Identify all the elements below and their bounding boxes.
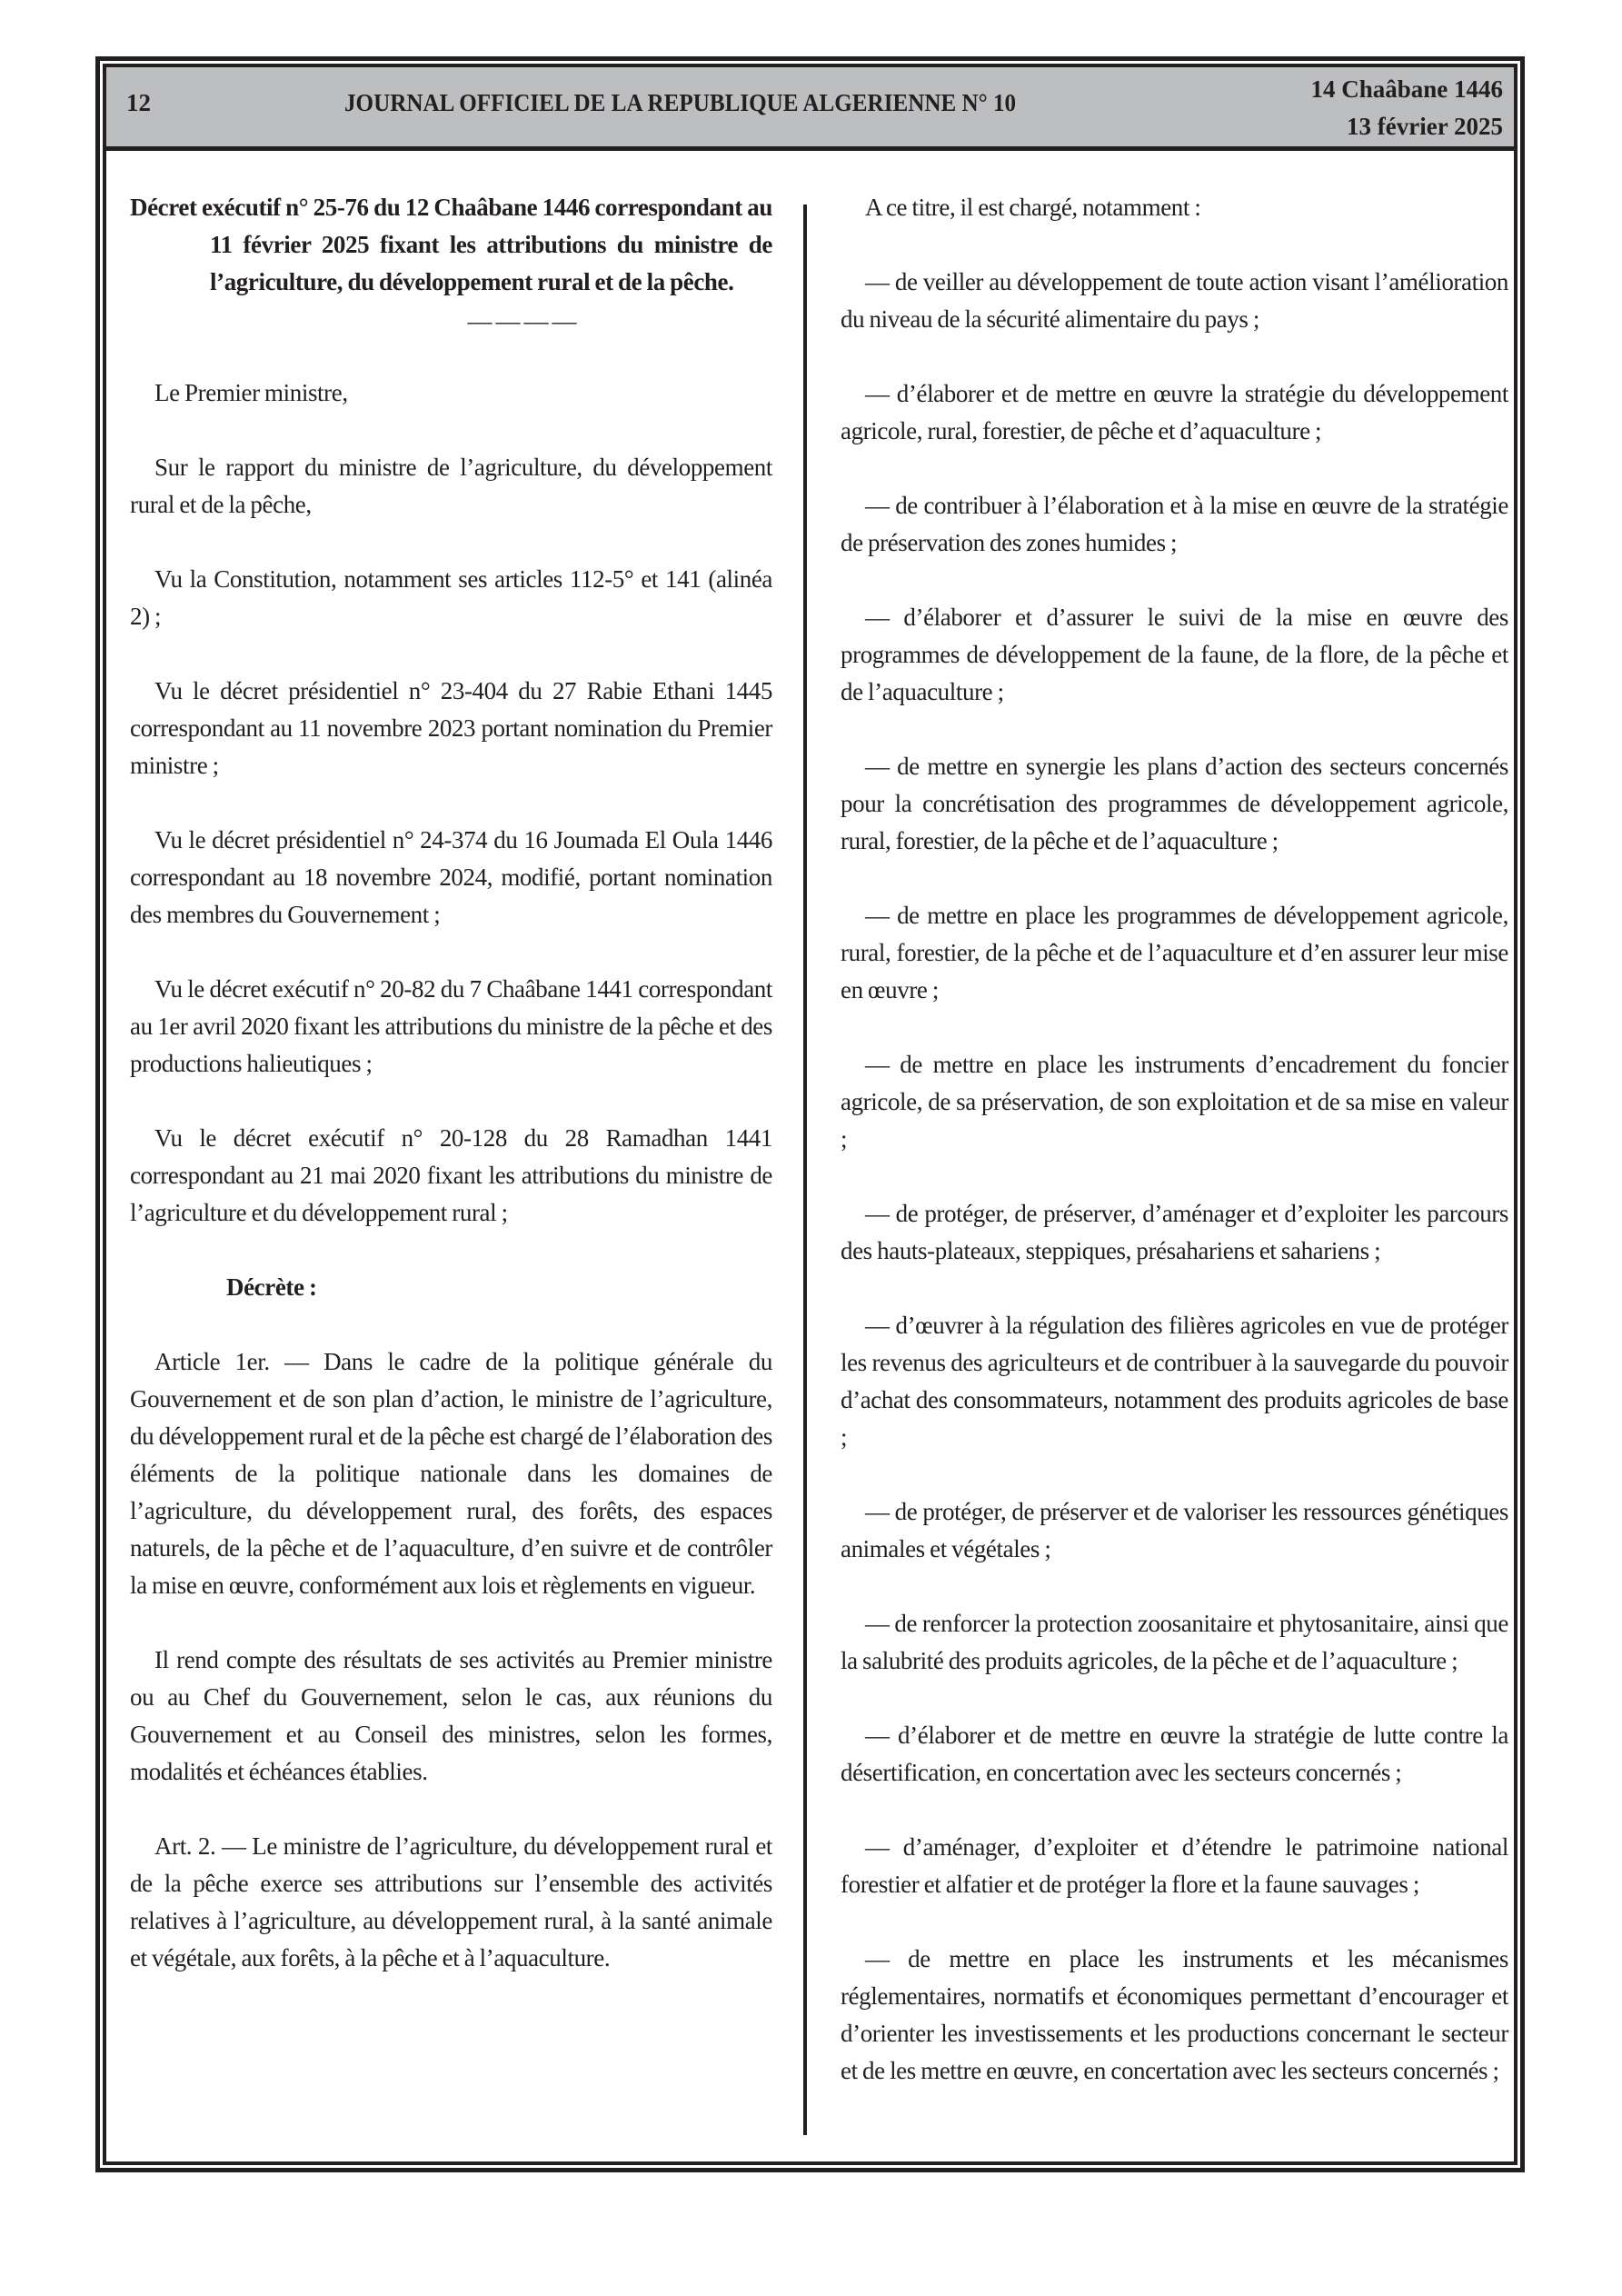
preamble-paragraph: Vu le décret exécutif n° 20-82 du 7 Chaâbane 1441 correspondant au 1er avril 2020 fixant les attributions du ministre de la pêche et des productions halieutiques ;	[130, 975, 772, 1077]
attribution-item: — d’aménager, d’exploiter et d’étendre le patrimoine national forestier et alfatier et de protéger la flore et la faune sauvages ;	[841, 1833, 1508, 1898]
date-hijri: 14 Chaâbane 1446	[1310, 75, 1503, 103]
issue-dates	[1310, 71, 1503, 145]
attribution-item: — d’élaborer et de mettre en œuvre la stratégie de lutte contre la désertification, en concertation avec les secteurs concernés ;	[841, 1722, 1508, 1786]
preamble-paragraph: Vu le décret présidentiel n° 23-404 du 27 Rabie Ethani 1445 correspondant au 11 novembre 2023 portant nomination du Premier ministre ;	[130, 677, 772, 779]
attribution-item: — de mettre en synergie les plans d’action des secteurs concernés pour la concrétisation des programmes de développement agricole, rural, forestier, de la pêche et de l’aquaculture ;	[841, 753, 1508, 854]
attribution-item: — de veiller au développement de toute action visant l’amélioration du niveau de la sécurité alimentaire du pays ;	[841, 268, 1508, 333]
title-separator: ————	[467, 307, 581, 334]
journal-title: JOURNAL OFFICIEL DE LA REPUBLIQUE ALGERIENNE N° 10	[344, 89, 1017, 116]
decree-title: Décret exécutif n° 25-76 du 12 Chaâbane 1446 correspondant au 11 février 2025 fixant les attributions du ministre de l’agriculture, du développement rural et de la pêche.	[130, 194, 772, 295]
attribution-item: — de protéger, de préserver, d’aménager et d’exploiter les parcours des hauts-plateaux, steppiques, présahariens et sahariens ;	[841, 1200, 1508, 1264]
attributions-intro: A ce titre, il est chargé, notamment :	[865, 194, 1201, 221]
right-column	[841, 189, 1508, 2127]
attribution-item: — de renforcer la protection zoosanitaire et phytosanitaire, ainsi que la salubrité des produits agricoles, de la pêche et de l’aquaculture ;	[841, 1610, 1508, 1674]
date-gregorian: 13 février 2025	[1347, 113, 1503, 140]
attribution-item: — d’élaborer et d’assurer le suivi de la mise en œuvre des programmes de développement de la faune, de la flore, de la pêche et de l’aquaculture ;	[841, 604, 1508, 705]
attribution-item: — d’élaborer et de mettre en œuvre la stratégie du développement agricole, rural, forestier, de pêche et d’aquaculture ;	[841, 380, 1508, 444]
attribution-item: — d’œuvrer à la régulation des filières agricoles en vue de protéger les revenus des agriculteurs et de contribuer à la sauvegarde du pouvoir d’achat des consommateurs, notamment des produits agricoles de base ;	[841, 1312, 1508, 1451]
page-number: 12	[126, 89, 151, 116]
article-paragraph: Il rend compte des résultats de ses activités au Premier ministre ou au Chef du Gouvernement, selon le cas, aux réunions du Gouvernement et au Conseil des ministres, selon les formes, modalités et échéances établies.	[130, 1646, 772, 1785]
article-paragraph: Art. 2. — Le ministre de l’agriculture, du développement rural et de la pêche exerce ses attributions sur l’ensemble des activités relatives à l’agriculture, au développement rural, à la santé animale et végétale, aux forêts, à la pêche et à l’aquaculture.	[130, 1832, 772, 1972]
attribution-item: — de contribuer à l’élaboration et à la mise en œuvre de la stratégie de préservation des zones humides ;	[841, 492, 1508, 556]
decrete-heading: Décrète :	[226, 1273, 317, 1301]
page-header	[106, 67, 1514, 151]
preamble-paragraph: Vu le décret exécutif n° 20-128 du 28 Ramadhan 1441 correspondant au 21 mai 2020 fixant les attributions du ministre de l’agriculture et du développement rural ;	[130, 1124, 772, 1226]
article-paragraph: Article 1er. — Dans le cadre de la politique générale du Gouvernement et de son plan d’action, le ministre de l’agriculture, du développement rural et de la pêche est chargé de l’élaboration des éléments de la politique nationale dans les domaines de l’agriculture, du développement rural, des forêts, des espaces naturels, de la pêche et de l’aquaculture, d’en suivre et de contrôler la mise en œuvre, conformément aux lois et règlements en vigueur.	[130, 1348, 772, 1599]
left-column	[130, 189, 772, 2014]
preamble-paragraph: Vu le décret présidentiel n° 24-374 du 16 Joumada El Oula 1446 correspondant au 18 novembre 2024, modifié, portant nomination des membres du Gouvernement ;	[130, 826, 772, 928]
attribution-item: — de protéger, de préserver et de valoriser les ressources génétiques animales et végétales ;	[841, 1498, 1508, 1562]
preamble-paragraph: Le Premier ministre,	[154, 379, 348, 406]
attribution-item: — de mettre en place les instruments d’encadrement du foncier agricole, de sa préservation, de son exploitation et de sa mise en valeur ;	[841, 1051, 1508, 1153]
attribution-item: — de mettre en place les programmes de développement agricole, rural, forestier, de la pêche et de l’aquaculture et d’en assurer leur mise en œuvre ;	[841, 902, 1508, 1003]
attribution-item: — de mettre en place les instruments et les mécanismes réglementaires, normatifs et économiques permettant d’encourager et d’orienter les investissements et les productions concernant le secteur et de les mettre en œuvre, en concertation avec les secteurs concernés ;	[841, 1945, 1508, 2084]
preamble-paragraph: Sur le rapport du ministre de l’agriculture, du développement rural et de la pêche,	[130, 454, 772, 518]
column-divider	[803, 205, 807, 2135]
preamble-paragraph: Vu la Constitution, notamment ses articles 112-5° et 141 (alinéa 2) ;	[130, 565, 772, 630]
